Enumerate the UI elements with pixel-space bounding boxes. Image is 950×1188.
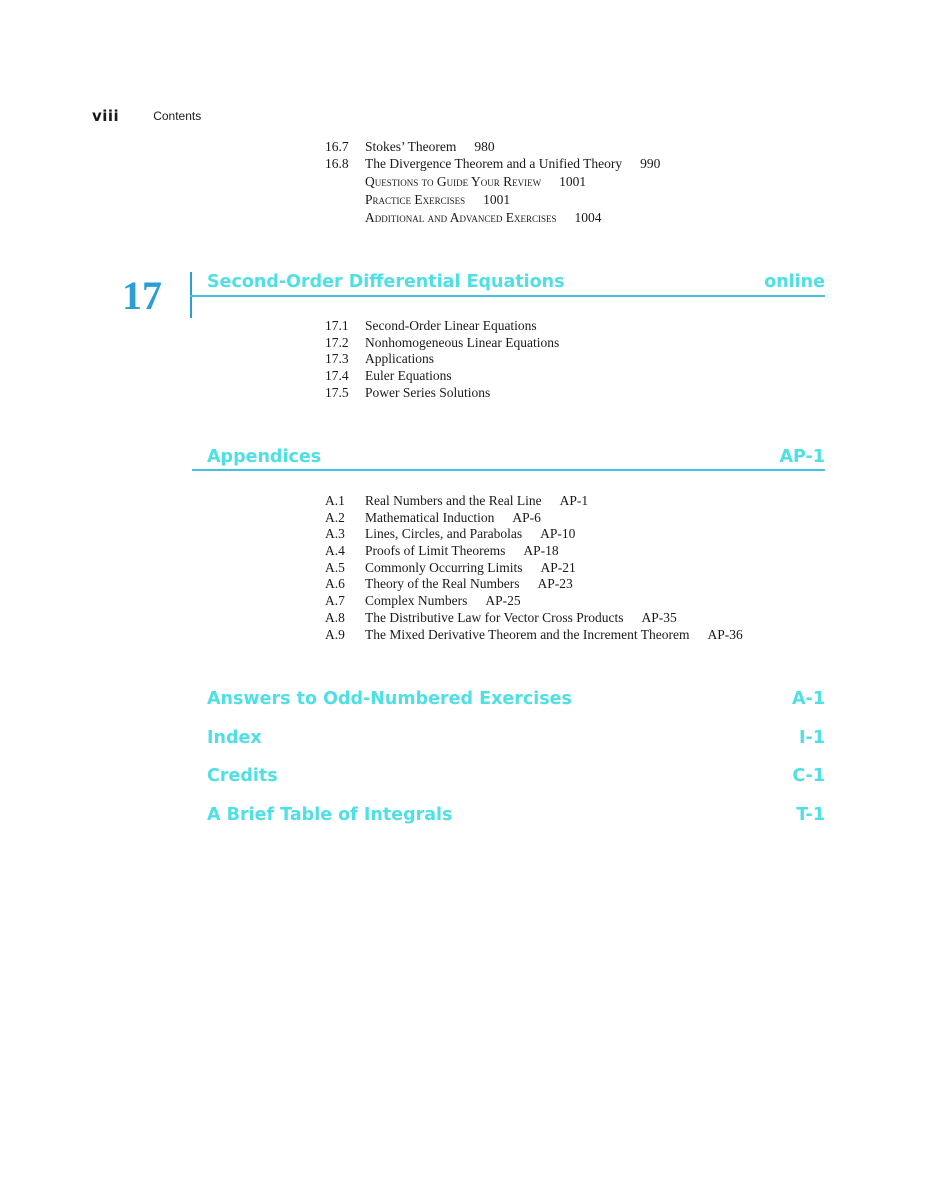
- appendix-number: A.1: [325, 493, 345, 508]
- toc-entry-a-9[interactable]: [325, 627, 743, 644]
- running-title: Contents: [153, 109, 202, 123]
- appendices-heading[interactable]: [207, 447, 825, 471]
- index-title: Index: [207, 728, 262, 748]
- toc-entry-a-2[interactable]: [325, 510, 743, 527]
- section-number: 17.3: [325, 351, 349, 367]
- answers-title: Answers to Odd-Numbered Exercises: [207, 689, 572, 709]
- appendix-title: Commonly Occurring Limits: [365, 559, 523, 575]
- toc-entry-practice-exercises[interactable]: [325, 192, 660, 209]
- appendix-page: AP-18: [523, 543, 559, 559]
- appendix-page: AP-10: [540, 526, 576, 542]
- extra-title: Additional and Advanced Exercises: [365, 210, 557, 226]
- chapter-17-heading[interactable]: [207, 272, 825, 296]
- extra-page: 1001: [559, 173, 587, 189]
- section-title: The Divergence Theorem and a Unified Theory: [365, 155, 623, 171]
- integrals-table-heading[interactable]: [207, 805, 825, 829]
- section-number: 16.7: [325, 139, 349, 154]
- appendix-page: AP-1: [559, 493, 589, 508]
- toc-entry-a-7[interactable]: [325, 593, 743, 610]
- chapter-number: 17: [122, 273, 162, 318]
- extra-page: 1001: [483, 192, 511, 208]
- section-page: 990: [640, 155, 661, 171]
- section-title: Applications: [365, 351, 434, 367]
- toc-entry-17-3[interactable]: [325, 351, 559, 368]
- extra-title: Questions to Guide Your Review: [365, 173, 542, 189]
- chapter-17-section-list: [325, 318, 559, 401]
- section-title: Second-Order Linear Equations: [365, 318, 537, 333]
- integrals-table-page: T-1: [796, 805, 825, 825]
- appendices-title: Appendices: [207, 447, 322, 467]
- section-number: 16.8: [325, 155, 349, 171]
- section-title: Nonhomogeneous Linear Equations: [365, 334, 560, 350]
- appendix-page: AP-35: [641, 609, 677, 625]
- toc-entry-review-questions[interactable]: [325, 174, 660, 191]
- appendix-number: A.2: [325, 509, 345, 525]
- toc-entry-17-4[interactable]: [325, 368, 559, 385]
- section-number: 17.1: [325, 318, 349, 333]
- toc-entry-a-4[interactable]: [325, 543, 743, 560]
- credits-title: Credits: [207, 766, 278, 786]
- page-folio: viii: [92, 107, 120, 125]
- appendix-title: Proofs of Limit Theorems: [365, 543, 506, 559]
- appendix-number: A.9: [325, 626, 345, 642]
- section-page: 980: [474, 139, 495, 154]
- toc-entry-a-6[interactable]: [325, 576, 743, 593]
- appendix-page: AP-36: [707, 626, 743, 642]
- toc-entry-16-8[interactable]: [325, 156, 660, 173]
- toc-entry-a-1[interactable]: [325, 493, 743, 510]
- section-title: Power Series Solutions: [365, 384, 491, 400]
- chapter-page: online: [764, 272, 825, 292]
- appendix-title: Complex Numbers: [365, 593, 468, 609]
- appendix-list: [325, 493, 743, 643]
- appendix-number: A.3: [325, 526, 345, 542]
- toc-entry-16-7[interactable]: [325, 139, 660, 156]
- toc-entry-a-3[interactable]: [325, 526, 743, 543]
- appendix-number: A.8: [325, 609, 345, 625]
- toc-entry-advanced-exercises[interactable]: [325, 210, 660, 227]
- appendix-title: The Distributive Law for Vector Cross Products: [365, 609, 624, 625]
- appendix-page: AP-21: [540, 559, 576, 575]
- extra-page: 1004: [574, 210, 602, 226]
- section-title: Stokes’ Theorem: [365, 139, 457, 154]
- appendix-number: A.4: [325, 543, 345, 559]
- appendix-number: A.6: [325, 576, 345, 592]
- toc-entry-a-8[interactable]: [325, 610, 743, 627]
- answers-page: A-1: [792, 689, 825, 709]
- appendix-title: The Mixed Derivative Theorem and the Increment Theorem: [365, 626, 690, 642]
- appendices-page: AP-1: [779, 447, 825, 467]
- chapter-title: Second-Order Differential Equations: [207, 272, 565, 292]
- section-number: 17.2: [325, 334, 349, 350]
- answers-heading[interactable]: [207, 689, 825, 713]
- running-head: [92, 107, 201, 127]
- appendix-number: A.5: [325, 559, 345, 575]
- section-number: 17.5: [325, 384, 349, 400]
- integrals-table-title: A Brief Table of Integrals: [207, 805, 453, 825]
- appendix-page: AP-23: [537, 576, 573, 592]
- section-number: 17.4: [325, 368, 349, 384]
- toc-entry-17-5[interactable]: [325, 385, 559, 402]
- chapter-16-section-list: [325, 139, 660, 227]
- toc-entry-a-5[interactable]: [325, 560, 743, 577]
- extra-title: Practice Exercises: [365, 192, 466, 208]
- toc-entry-17-1[interactable]: [325, 318, 559, 335]
- appendix-title: Lines, Circles, and Parabolas: [365, 526, 523, 542]
- section-title: Euler Equations: [365, 368, 452, 384]
- toc-entry-17-2[interactable]: [325, 335, 559, 352]
- credits-page: C-1: [792, 766, 825, 786]
- index-heading[interactable]: [207, 728, 825, 752]
- appendix-page: AP-6: [512, 509, 541, 525]
- credits-heading[interactable]: [207, 766, 825, 790]
- appendix-title: Theory of the Real Numbers: [365, 576, 520, 592]
- index-page: I-1: [799, 728, 825, 748]
- chapter-17-rule: [190, 295, 825, 297]
- appendix-title: Mathematical Induction: [365, 509, 495, 525]
- appendix-page: AP-25: [485, 593, 521, 609]
- appendices-rule: [192, 469, 825, 471]
- appendix-title: Real Numbers and the Real Line: [365, 493, 542, 508]
- appendix-number: A.7: [325, 593, 345, 609]
